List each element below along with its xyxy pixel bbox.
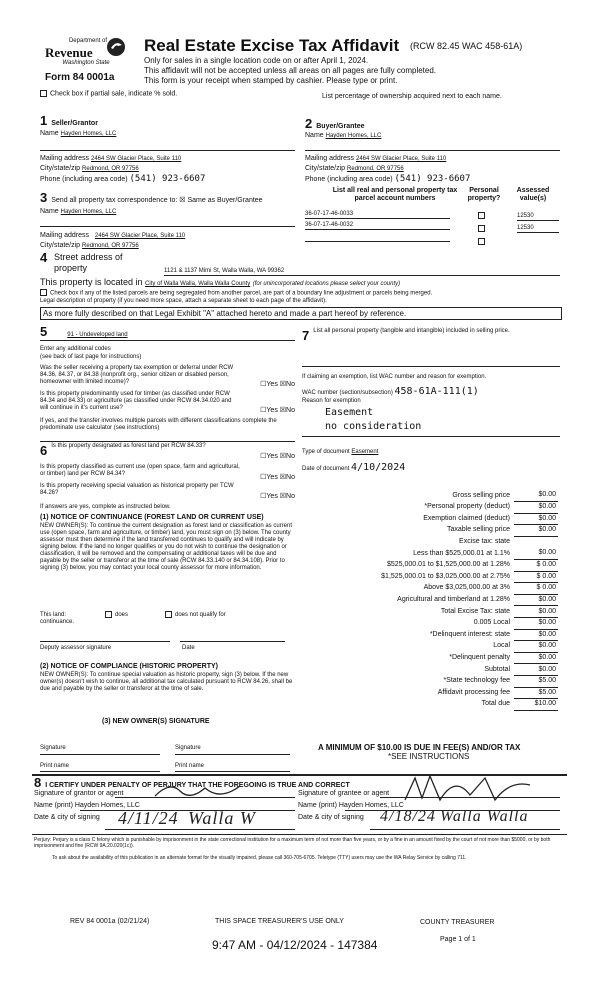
forest-q <box>40 443 295 458</box>
tax-label: Total due <box>481 700 510 708</box>
tax-value-field[interactable]: $ 0.00 <box>514 583 558 595</box>
label: Name <box>40 130 59 137</box>
personal-property-label: List all personal property (tangible and intangible) included in selling price. <box>313 328 510 334</box>
tax-row <box>300 571 558 583</box>
dor-logo <box>45 38 127 67</box>
correspondence-row <box>40 190 263 205</box>
historic-yn[interactable]: ☐Yes ☒No <box>260 493 295 500</box>
corr-name-row <box>40 208 116 216</box>
grantor-sig-label: Signature of grantor or agent <box>34 790 124 797</box>
wac-row <box>302 386 479 398</box>
corr-label: Send all property tax correspondence to: ☒ Same as Buyer/Grantee <box>51 197 263 204</box>
treasurer-use: THIS SPACE TREASURER'S USE ONLY <box>215 918 344 925</box>
list-pct: List percentage of ownership acquired next to each name. <box>322 93 502 100</box>
parcel-heading <box>320 187 470 204</box>
land-use-row <box>40 324 128 339</box>
street-field[interactable] <box>164 267 560 276</box>
doc-type-label: Type of document <box>302 449 350 455</box>
seller-city-row <box>40 165 139 173</box>
label: Mailing address <box>40 155 90 162</box>
grantor-date-field[interactable]: 4/11/24 <box>118 808 179 828</box>
tax-label: Local <box>493 642 510 650</box>
parcel-heading-1: List all real and personal property tax <box>332 187 458 194</box>
name-label: Name (print) <box>298 802 337 809</box>
col-personal: Personal property? <box>467 187 501 203</box>
see-instructions: *SEE INSTRUCTIONS <box>388 752 470 761</box>
n3-print-label-2: Print name <box>175 763 205 769</box>
buyer-phone-field[interactable]: (541) 923-6607 <box>394 174 471 184</box>
tax-value-field[interactable]: $ 0.00 <box>514 571 558 583</box>
tax-row <box>300 560 558 572</box>
land-use-field[interactable]: 91 - Undeveloped land <box>67 332 128 338</box>
corr-mail-field[interactable]: 2464 SW Glacier Place, Suite 110 <box>94 233 186 239</box>
tax-label: $525,000.01 to $1,525,000.00 at 1.28% <box>387 561 510 569</box>
rev-label: REV 84 0001a (02/21/24) <box>70 918 150 925</box>
tax-row <box>300 583 558 595</box>
codes-label: Enter any additional codes <box>40 346 111 352</box>
n2-title: (2) NOTICE OF COMPLIANCE (HISTORIC PROPERTY) <box>40 663 218 670</box>
tax-label: *State technology fee <box>443 677 510 685</box>
grantor-name-field[interactable]: Hayden Homes, LLC <box>74 802 140 809</box>
timber-q-text: Is this property predominantly used for timber (as classified under RCW 84.34 and 84.33) or agriculture (as classified under RCW 84.34.020 and will continue in it's current use? <box>40 391 232 412</box>
parcel-row <box>305 210 560 222</box>
corr-city-field[interactable]: Redmond, OR 97756 <box>82 243 139 249</box>
located-field[interactable]: City of Walla Walla, Walla Walla County <box>145 281 251 287</box>
current-use-yn[interactable]: ☐Yes ☒No <box>260 474 295 481</box>
notice-2: This affidavit will not be accepted unless all areas on all pages are fully completed. <box>144 66 437 75</box>
page-number: Page 1 of 1 <box>440 936 476 943</box>
minimum-due: A MINIMUM OF $10.00 IS DUE IN FEE(S) AND/OR TAX <box>318 743 521 752</box>
tax-value-field[interactable]: $0.00 <box>514 629 558 641</box>
street-label: Street address of property <box>54 252 123 273</box>
tax-label: Above $3,025,000.00 at 3% <box>423 584 510 592</box>
tax-row <box>300 699 558 711</box>
seller-num: 1 <box>40 113 48 128</box>
tax-label: Subtotal <box>484 665 510 673</box>
seller-mail-row <box>40 155 181 163</box>
corr-city-row <box>40 242 139 250</box>
tax-value-field[interactable]: $0.00 <box>514 641 558 653</box>
tax-value-field[interactable]: $0.00 <box>514 490 558 502</box>
doc-date-field[interactable]: 4/10/2024 <box>351 462 406 473</box>
forest-q-text: Is this property designated as forest land per RCW 84.33? <box>51 443 206 449</box>
parcel-number-field[interactable]: 36-07-17-46-0033 <box>305 211 450 219</box>
label: City/state/zip <box>305 165 346 172</box>
tax-row <box>300 525 558 537</box>
tax-label: *Delinquent penalty <box>449 653 510 661</box>
tax-label: 0.005 Local <box>473 619 510 627</box>
parcel-heading-2: parcel account numbers <box>354 195 436 203</box>
form-number: Form 84 0001a <box>45 72 115 83</box>
tax-row <box>300 606 558 618</box>
wac-intro: If claiming an exemption, list WAC number and reason for exemption. <box>302 374 487 380</box>
tax-row <box>300 513 558 525</box>
current-use-q-text: Is this property classified as current use (open space, farm and agricultural, or timber) land per RCW 84.34? <box>40 464 240 478</box>
n2-body: NEW OWNER(S): To continue special valuation as historic property, sign (3) below. If the new owner(s) doesn't wish to continue, all additional tax calculated pursuant to RCW 84.26, shall be due and payable by the seller or transferor at the time of sale. <box>40 672 293 693</box>
tax-value-field[interactable]: $0.00 <box>514 664 558 676</box>
seller-name-field[interactable]: Hayden Homes, LLC <box>60 131 117 137</box>
seller-title: Seller/Grantor <box>51 120 98 127</box>
tax-row <box>300 490 558 502</box>
exemption-q <box>40 365 295 386</box>
sec7-num: 7 <box>302 328 310 343</box>
parcel-number-field[interactable]: 36-07-17-46-0032 <box>305 222 450 230</box>
dor-logo-icon <box>105 36 127 58</box>
county-treasurer: COUNTY TREASURER <box>420 919 495 926</box>
seller-name-row <box>40 130 295 138</box>
seller-city-field[interactable]: Redmond, OR 97756 <box>82 166 139 172</box>
form-title: Real Estate Excise Tax Affidavit <box>144 36 400 55</box>
tax-value-field[interactable]: $0.00 <box>514 618 558 630</box>
label: Name <box>305 132 324 139</box>
does-checkbox[interactable] <box>105 611 112 618</box>
partial-sale[interactable] <box>40 90 177 99</box>
tax-label: Affidavit processing fee <box>437 688 510 696</box>
tax-value-field[interactable]: $0.00 <box>514 513 558 525</box>
corr-name-field[interactable]: Hayden Homes, LLC <box>60 209 117 215</box>
legal-description-field[interactable]: As more fully described on that Legal Exhibit "A" attached hereto and made a part hereof by reference. <box>40 307 562 320</box>
timber-q <box>40 391 295 412</box>
buyer-title: Buyer/Grantee <box>316 123 365 130</box>
deputy-signature-label: Deputy assessor signature <box>40 645 112 651</box>
personal-property-row <box>302 328 572 343</box>
segregate-checkbox[interactable] <box>40 289 47 296</box>
doc-date-label: Date of document <box>302 466 350 472</box>
tax-label: Less than $525,000.01 at 1.1% <box>413 549 510 557</box>
partial-sale-label: Check box if partial sale, indicate % sold. <box>50 90 178 98</box>
buyer-city-row <box>305 165 404 173</box>
grantor-city-field[interactable]: Walla W <box>188 808 256 828</box>
tax-label: $1,525,000.01 to $3,025,000.00 at 2.75% <box>381 572 510 580</box>
sec5-num: 5 <box>40 324 48 339</box>
tax-row <box>300 676 558 688</box>
does-not-label: does not qualify for <box>175 612 226 619</box>
does-label: does <box>115 612 129 619</box>
personal-checkbox[interactable] <box>478 238 485 245</box>
grantee-signature[interactable] <box>400 770 540 810</box>
label: City/state/zip <box>40 165 81 172</box>
grantor-signature[interactable] <box>150 776 270 806</box>
tax-label: Agricultural and timberland at 1.28% <box>397 596 510 604</box>
sec8-num: 8 <box>34 775 42 790</box>
codes-note: (see back of last page for instructions) <box>40 354 142 360</box>
timber-yn[interactable]: ☐Yes ☒No <box>260 407 295 414</box>
partial-sale-checkbox[interactable] <box>40 90 47 97</box>
label: Name <box>40 208 59 215</box>
wac-field[interactable]: 458-61A-111(1) <box>394 386 479 397</box>
grantee-date-label: Date & city of signing <box>298 814 364 821</box>
this-land-label: This land: <box>40 612 67 618</box>
ada-note: To ask about the availability of this publication in an alternate format for the visually impaired, please call 360-705-6705. Teletype (TTY) users may use the WA Relay Service by calling 711. <box>52 855 467 861</box>
grantee-city-field[interactable]: Walla Walla <box>440 808 529 825</box>
tax-value-field[interactable]: $0.00 <box>514 652 558 664</box>
tax-value-field[interactable]: $0.00 <box>514 525 558 537</box>
segregate-row[interactable] <box>40 289 570 298</box>
corr-num: 3 <box>40 190 48 205</box>
tax-calculation-table <box>300 490 558 711</box>
tax-label: Taxable selling price <box>446 526 510 534</box>
doc-type-field[interactable]: Easement <box>351 449 379 455</box>
assessed-value-field[interactable]: 12530 <box>517 213 559 221</box>
personal-checkbox[interactable] <box>478 225 485 232</box>
dept-name: Revenue <box>45 45 93 61</box>
does-not-option[interactable] <box>165 611 226 619</box>
assessed-value-field[interactable]: 12530 <box>517 225 559 233</box>
tax-value-field[interactable]: $0.00 <box>514 502 558 514</box>
tax-label: *Delinquent interest: state <box>429 630 510 638</box>
historic-q <box>40 483 295 500</box>
current-use-q <box>40 464 295 481</box>
buyer-phone-row <box>305 174 470 185</box>
n1-body: NEW OWNER(S): To continue the current designation as forest land or classification as current use (open space, farm and agriculture, or timber) land, you must sign on (3) below. The county assessor must then determine if the land transferred continues to qualify and will indicate by signing below. If the land no longer qualifies or you do not wish to continue the designation or classification, it will be removed and the compensating or additional taxes will be due and payable by the seller or transferor at the time of sale (RCW 84.33.140 or 84.34.108). Prior to signing (3) below, you may contact your local county assessor for more information. <box>40 523 292 572</box>
tax-label: *Personal property (deduct) <box>424 503 510 511</box>
tax-row <box>300 502 558 514</box>
doc-type-row <box>302 449 378 456</box>
forest-yn[interactable]: ☐Yes ☒No <box>260 453 295 460</box>
tax-row <box>300 687 558 699</box>
personal-checkbox[interactable] <box>478 212 485 219</box>
tax-row <box>300 594 558 606</box>
located-note: (for unincorporated locations please select your county) <box>252 281 401 287</box>
seller-phone-field[interactable]: (541) 923-6607 <box>129 174 206 184</box>
buyer-name-field[interactable]: Hayden Homes, LLC <box>325 133 382 139</box>
reason-line-1[interactable]: Easement <box>325 407 374 418</box>
name-label: Name (print) <box>34 802 73 809</box>
exemption-yn[interactable]: ☐Yes ☒No <box>260 381 295 388</box>
tax-value-field[interactable]: $5.00 <box>514 687 558 699</box>
buyer-city-field[interactable]: Redmond, OR 97756 <box>347 166 404 172</box>
tax-row <box>300 629 558 641</box>
doc-date-row <box>302 462 405 474</box>
tax-row <box>300 652 558 664</box>
buyer-section <box>305 116 364 131</box>
does-option[interactable] <box>105 611 128 619</box>
parcel-number-field[interactable] <box>305 234 450 242</box>
street-value: 1121 & 1137 Mimi St, Walla Walla, WA 99362 <box>164 268 285 274</box>
wac-label: WAC number (section/subsection) <box>302 390 393 396</box>
property-num: 4 <box>40 250 48 265</box>
historic-q-text: Is this property receiving special valuation as historical property per TCW 84.26? <box>40 483 234 497</box>
exemption-q-text: Was the seller receiving a property tax exemption or deferral under RCW 84.36, 84.37, or 84.38 (nonprofit org., senior citizen or disabled person, homeowner with limited income)? <box>40 365 234 386</box>
grantee-date-field[interactable]: 4/18/24 <box>380 808 436 825</box>
located-label: This property is located in <box>40 277 143 287</box>
this-land-row <box>40 611 298 626</box>
deputy-date-label: Date <box>182 645 195 651</box>
buyer-num: 2 <box>305 116 313 131</box>
tax-row <box>300 641 558 653</box>
does-not-checkbox[interactable] <box>165 611 172 618</box>
tax-label: Exemption claimed (deduct) <box>423 514 510 522</box>
tax-value-field[interactable]: $0.00 <box>514 606 558 618</box>
reason-line-2[interactable]: no consideration <box>325 421 422 432</box>
legal-label: Legal description of property (if you need more space, attach a separate sheet to each page of the affidavit). <box>40 298 327 304</box>
perjury-note: Perjury: Perjury is a class C felony which is punishable by imprisonment in the state correctional institution for a maximum term of not more than five years, or by a fine in an amount fixed by the court of not more than $5000, or by both imprisonment and fine (RCW 9A.20.020(1c)). <box>34 837 551 849</box>
sec6-num: 6 <box>40 443 48 458</box>
grantee-name-field[interactable]: Hayden Homes, LLC <box>338 802 404 809</box>
answers-note: If answers are yes, complete as instructed below. <box>40 504 171 510</box>
buyer-mail-field[interactable]: 2464 SW Glacier Place, Suite 110 <box>355 156 447 162</box>
seller-mail-field[interactable]: 2464 SW Glacier Place, Suite 110 <box>90 156 182 162</box>
segregate-label: Check box if any of the listed parcels are being segregated from another parcel, are part of a boundary line adjustment or parcels being merged. <box>50 290 433 297</box>
certify-text: I CERTIFY UNDER PENALTY OF PERJURY THAT THE FOREGOING IS TRUE AND CORRECT <box>45 782 350 789</box>
tax-label: Gross selling price <box>452 491 510 499</box>
notice-1: Only for sales in a single location code on or after April 1, 2024. <box>144 56 369 65</box>
tax-label: Total Excise Tax: state <box>440 607 510 615</box>
label: Mailing address <box>305 155 355 162</box>
n1-title: (1) NOTICE OF CONTINUANCE (FOREST LAND OR CURRENT USE) <box>40 514 264 521</box>
tax-value-field[interactable]: $ 0.00 <box>514 560 558 572</box>
continuance-label: continuance. <box>40 619 75 626</box>
n3-sig-label-2: Signature <box>175 745 201 751</box>
grantee-sig-label: Signature of grantee or agent <box>298 790 390 797</box>
tax-value-field[interactable] <box>514 536 558 548</box>
seller-section <box>40 113 98 128</box>
tax-row <box>300 548 558 560</box>
tax-value-field[interactable]: $10.00 <box>514 699 558 711</box>
n3-sig-label: Signature <box>40 745 66 751</box>
label: City/state/zip <box>40 242 81 249</box>
tax-row <box>300 618 558 630</box>
dept-sub: Washington State <box>62 60 110 67</box>
tax-value-field[interactable]: $0.00 <box>514 594 558 606</box>
tax-row <box>300 664 558 676</box>
located-row <box>40 277 400 288</box>
col-assessed: Assessed value(s) <box>516 187 550 203</box>
parcel-row <box>305 222 560 234</box>
parcel-row <box>305 234 560 246</box>
parcel-list <box>305 210 560 246</box>
reason-label: Reason for exemption <box>302 398 361 404</box>
receipt-stamp: 9:47 AM - 04/12/2024 - 147384 <box>212 938 378 952</box>
tax-value-field[interactable]: $0.00 <box>514 548 558 560</box>
multi-parcel-note: If yes, and the transfer involves multiple parcels with different classifications complete the predominate use calculator (see instructions) <box>40 418 277 432</box>
buyer-mail-row <box>305 155 446 163</box>
label: Mailing address <box>40 232 90 239</box>
rcw-ref: (RCW 82.45 WAC 458-61A) <box>410 41 523 51</box>
grantor-date-label: Date & city of signing <box>34 814 100 821</box>
n3-title: (3) NEW OWNER(S) SIGNATURE <box>102 718 210 725</box>
dept-line1: Department of <box>68 38 107 44</box>
tax-value-field[interactable]: $5.00 <box>514 676 558 688</box>
label: Phone (including area code) <box>40 176 128 183</box>
tax-row <box>300 536 558 548</box>
label: Phone (including area code) <box>305 176 393 183</box>
tax-label: Excise tax: state <box>459 538 510 546</box>
notice-3: This form is your receipt when stamped by cashier. Please type or print. <box>144 76 398 85</box>
buyer-name-row <box>305 132 381 140</box>
corr-mail-row <box>40 232 185 240</box>
seller-phone-row <box>40 174 205 185</box>
n3-print-label: Print name <box>40 763 70 769</box>
